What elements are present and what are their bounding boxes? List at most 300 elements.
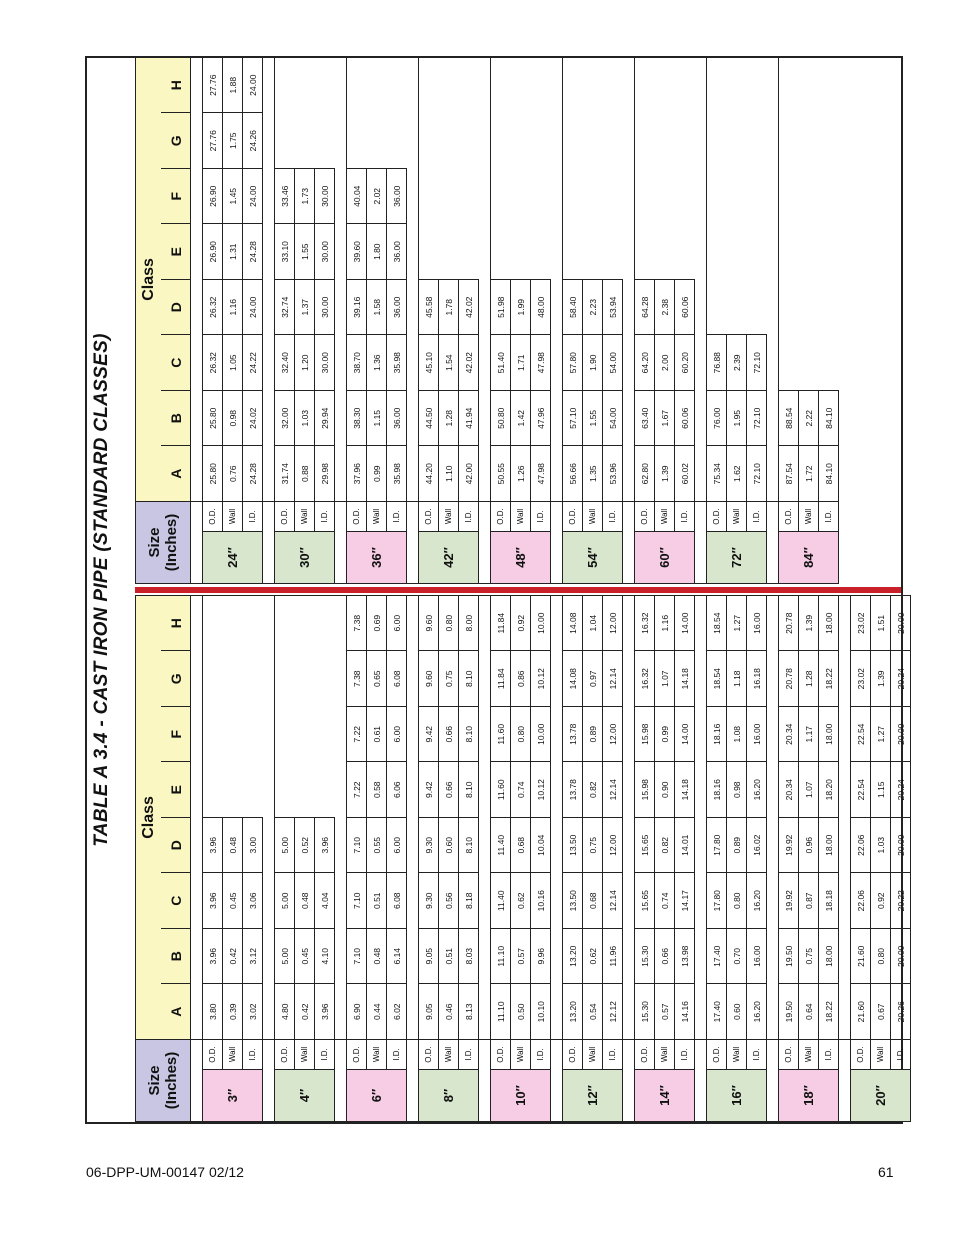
value-cell: 0.51 (367, 873, 387, 929)
group-spacer (407, 57, 419, 583)
row-label: I.D. (387, 501, 407, 531)
value-cell: 6.90 (347, 984, 367, 1040)
value-cell: 88.54 (779, 390, 799, 446)
class-letter-e: E (161, 762, 191, 818)
size-label: 20″ (851, 1070, 911, 1122)
value-cell: 20.34 (779, 706, 799, 762)
size-label: 42″ (419, 532, 479, 584)
class-letter-f: F (161, 168, 191, 224)
value-cell: 0.62 (583, 928, 603, 984)
size-label: 30″ (275, 532, 335, 584)
row-label: I.D. (531, 1039, 551, 1069)
value-cell: 7.38 (347, 595, 367, 651)
left-table-half (135, 596, 906, 1122)
value-cell: 9.05 (419, 984, 439, 1040)
table-row (387, 595, 407, 1121)
table-row (275, 595, 295, 1121)
value-cell: 1.42 (511, 390, 531, 446)
value-cell: 3.96 (203, 817, 223, 873)
value-cell: 18.20 (819, 762, 839, 818)
value-cell: 0.45 (223, 873, 243, 929)
value-cell: 12.12 (603, 984, 623, 1040)
value-cell: 17.80 (707, 817, 727, 873)
row-label: I.D. (675, 1039, 695, 1069)
value-cell: 0.80 (871, 928, 891, 984)
value-cell: 36.00 (387, 168, 407, 224)
value-cell: 47.98 (531, 335, 551, 391)
class-letter-b: B (161, 928, 191, 984)
value-cell: 1.55 (295, 224, 315, 280)
empty-cell (203, 595, 263, 817)
value-cell: 1.28 (439, 390, 459, 446)
group-spacer (551, 57, 563, 583)
row-label: O.D. (491, 501, 511, 531)
value-cell: 6.00 (387, 817, 407, 873)
value-cell: 1.27 (727, 595, 747, 651)
value-cell: 14.08 (563, 651, 583, 707)
class-letter-e: E (161, 224, 191, 280)
value-cell: 1.88 (223, 57, 243, 113)
value-cell: 0.99 (367, 446, 387, 502)
table-row (891, 595, 911, 1121)
table-row (727, 595, 747, 1121)
table-row (347, 595, 367, 1121)
value-cell: 9.42 (419, 762, 439, 818)
value-cell: 60.06 (675, 279, 695, 335)
value-cell: 18.00 (819, 706, 839, 762)
size-label: 14″ (635, 1070, 695, 1122)
value-cell: 53.94 (603, 279, 623, 335)
row-label: Wall (439, 501, 459, 531)
value-cell: 3.80 (203, 984, 223, 1040)
group-spacer (407, 595, 419, 1121)
size-label: 24″ (203, 532, 263, 584)
table-row (707, 595, 727, 1121)
value-cell: 72.10 (747, 446, 767, 502)
value-cell: 18.16 (707, 706, 727, 762)
value-cell: 2.38 (655, 279, 675, 335)
value-cell: 1.39 (871, 651, 891, 707)
value-cell: 24.02 (243, 390, 263, 446)
value-cell: 24.28 (243, 446, 263, 502)
value-cell: 6.14 (387, 928, 407, 984)
empty-cell (347, 57, 407, 168)
value-cell: 0.60 (727, 984, 747, 1040)
value-cell: 12.14 (603, 873, 623, 929)
value-cell: 18.00 (819, 595, 839, 651)
value-cell: 0.66 (439, 762, 459, 818)
value-cell: 0.51 (439, 928, 459, 984)
value-cell: 33.10 (275, 224, 295, 280)
value-cell: 44.20 (419, 446, 439, 502)
empty-cell (635, 57, 695, 279)
value-cell: 35.98 (387, 335, 407, 391)
value-cell: 14.01 (675, 817, 695, 873)
value-cell: 20.78 (779, 651, 799, 707)
value-cell: 8.10 (459, 706, 479, 762)
value-cell: 15.98 (635, 762, 655, 818)
value-cell: 15.30 (635, 984, 655, 1040)
value-cell: 42.00 (459, 446, 479, 502)
row-label: Wall (583, 501, 603, 531)
value-cell: 1.58 (367, 279, 387, 335)
value-cell: 7.10 (347, 873, 367, 929)
value-cell: 37.96 (347, 446, 367, 502)
value-cell: 0.75 (583, 817, 603, 873)
table-row (531, 595, 551, 1121)
table-row (779, 595, 799, 1121)
size-label: 36″ (347, 532, 407, 584)
value-cell: 0.76 (223, 446, 243, 502)
value-cell: 63.40 (635, 390, 655, 446)
value-cell: 26.90 (203, 224, 223, 280)
value-cell: 17.40 (707, 984, 727, 1040)
row-label: I.D. (603, 1039, 623, 1069)
center-divider (135, 585, 901, 595)
table-row (491, 57, 511, 583)
row-label: I.D. (819, 1039, 839, 1069)
table-row (851, 595, 871, 1121)
size-label: 6″ (347, 1070, 407, 1122)
row-label: Wall (439, 1039, 459, 1069)
value-cell: 54.00 (603, 390, 623, 446)
value-cell: 38.70 (347, 335, 367, 391)
value-cell: 45.10 (419, 335, 439, 391)
value-cell: 64.20 (635, 335, 655, 391)
value-cell: 8.18 (459, 873, 479, 929)
value-cell: 1.05 (223, 335, 243, 391)
value-cell: 0.88 (295, 446, 315, 502)
size-label: 4″ (275, 1070, 335, 1122)
value-cell: 7.10 (347, 817, 367, 873)
value-cell: 36.00 (387, 279, 407, 335)
value-cell: 0.54 (583, 984, 603, 1040)
empty-cell (275, 595, 335, 817)
value-cell: 20.24 (891, 762, 911, 818)
value-cell: 1.15 (367, 390, 387, 446)
row-label: Wall (871, 1039, 891, 1069)
value-cell: 11.96 (603, 928, 623, 984)
value-cell: 14.18 (675, 762, 695, 818)
value-cell: 36.00 (387, 224, 407, 280)
value-cell: 12.00 (603, 706, 623, 762)
value-cell: 60.02 (675, 446, 695, 502)
value-cell: 38.30 (347, 390, 367, 446)
value-cell: 1.78 (439, 279, 459, 335)
value-cell: 6.00 (387, 706, 407, 762)
row-label: Wall (295, 1039, 315, 1069)
table-row (459, 595, 479, 1121)
value-cell: 3.02 (243, 984, 263, 1040)
value-cell: 42.02 (459, 335, 479, 391)
value-cell: 1.04 (583, 595, 603, 651)
value-cell: 0.66 (439, 706, 459, 762)
group-spacer (767, 57, 779, 583)
value-cell: 4.10 (315, 928, 335, 984)
row-label: O.D. (635, 501, 655, 531)
row-label: I.D. (315, 501, 335, 531)
value-cell: 0.80 (727, 873, 747, 929)
value-cell: 24.26 (243, 113, 263, 169)
value-cell: 18.54 (707, 651, 727, 707)
class-letter-h: H (161, 57, 191, 113)
value-cell: 13.98 (675, 928, 695, 984)
size-label: 18″ (779, 1070, 839, 1122)
class-letter-h: H (161, 595, 191, 651)
value-cell: 45.58 (419, 279, 439, 335)
value-cell: 11.84 (491, 651, 511, 707)
value-cell: 2.23 (583, 279, 603, 335)
value-cell: 13.50 (563, 817, 583, 873)
table-row (223, 57, 243, 583)
value-cell: 2.00 (655, 335, 675, 391)
value-cell: 24.28 (243, 224, 263, 280)
value-cell: 5.00 (275, 928, 295, 984)
row-label: Wall (799, 1039, 819, 1069)
value-cell: 44.50 (419, 390, 439, 446)
value-cell: 18.16 (707, 762, 727, 818)
value-cell: 0.68 (511, 817, 531, 873)
row-label: Wall (511, 1039, 531, 1069)
value-cell: 24.00 (243, 279, 263, 335)
row-label: Wall (655, 1039, 675, 1069)
size-header-line2: (Inches) (163, 513, 180, 572)
row-label: Wall (655, 501, 675, 531)
value-cell: 1.51 (871, 595, 891, 651)
row-label: Wall (367, 1039, 387, 1069)
table-row (819, 595, 839, 1121)
value-cell: 9.96 (531, 928, 551, 984)
class-letter-c: C (161, 335, 191, 391)
value-cell: 48.00 (531, 279, 551, 335)
value-cell: 32.40 (275, 335, 295, 391)
value-cell: 87.54 (779, 446, 799, 502)
value-cell: 27.76 (203, 113, 223, 169)
value-cell: 7.38 (347, 651, 367, 707)
value-cell: 0.48 (295, 873, 315, 929)
value-cell: 1.55 (583, 390, 603, 446)
value-cell: 25.80 (203, 446, 223, 502)
group-spacer (623, 595, 635, 1121)
value-cell: 19.50 (779, 984, 799, 1040)
value-cell: 1.35 (583, 446, 603, 502)
value-cell: 5.00 (275, 817, 295, 873)
value-cell: 13.50 (563, 873, 583, 929)
row-label: Wall (367, 501, 387, 531)
value-cell: 0.92 (871, 873, 891, 929)
value-cell: 64.28 (635, 279, 655, 335)
value-cell: 1.71 (511, 335, 531, 391)
value-cell: 10.00 (531, 595, 551, 651)
value-cell: 7.22 (347, 762, 367, 818)
value-cell: 0.60 (439, 817, 459, 873)
value-cell: 16.20 (747, 873, 767, 929)
value-cell: 0.82 (655, 817, 675, 873)
value-cell: 0.86 (511, 651, 531, 707)
value-cell: 40.04 (347, 168, 367, 224)
table-frame (85, 56, 906, 1124)
table-row (439, 595, 459, 1121)
row-label: Wall (727, 501, 747, 531)
value-cell: 26.32 (203, 335, 223, 391)
empty-cell (707, 57, 767, 335)
value-cell: 19.92 (779, 873, 799, 929)
group-spacer (551, 595, 563, 1121)
value-cell: 0.64 (799, 984, 819, 1040)
left-pipe-table (135, 595, 911, 1122)
value-cell: 0.55 (367, 817, 387, 873)
value-cell: 17.80 (707, 873, 727, 929)
table-title: TABLE A 3.4 - CAST IRON PIPE (STANDARD CLASSES) (91, 333, 112, 847)
value-cell: 3.96 (315, 817, 335, 873)
value-cell: 30.00 (315, 168, 335, 224)
value-cell: 7.22 (347, 706, 367, 762)
value-cell: 13.78 (563, 706, 583, 762)
value-cell: 30.00 (315, 224, 335, 280)
value-cell: 0.74 (511, 762, 531, 818)
value-cell: 32.74 (275, 279, 295, 335)
value-cell: 57.80 (563, 335, 583, 391)
value-cell: 13.20 (563, 984, 583, 1040)
row-label: O.D. (275, 501, 295, 531)
value-cell: 1.20 (295, 335, 315, 391)
class-letter-f: F (161, 706, 191, 762)
value-cell: 0.69 (367, 595, 387, 651)
value-cell: 15.65 (635, 873, 655, 929)
value-cell: 0.92 (511, 595, 531, 651)
value-cell: 1.17 (799, 706, 819, 762)
class-letter-d: D (161, 279, 191, 335)
value-cell: 1.03 (871, 817, 891, 873)
value-cell: 0.46 (439, 984, 459, 1040)
value-cell: 0.90 (655, 762, 675, 818)
value-cell: 54.00 (603, 335, 623, 391)
value-cell: 16.00 (747, 595, 767, 651)
value-cell: 20.22 (891, 873, 911, 929)
size-label: 48″ (491, 532, 551, 584)
class-letter-d: D (161, 817, 191, 873)
value-cell: 11.40 (491, 817, 511, 873)
value-cell: 12.00 (603, 817, 623, 873)
class-header: Class (136, 595, 162, 1039)
class-header: Class (136, 57, 162, 501)
value-cell: 24.00 (243, 168, 263, 224)
value-cell: 35.98 (387, 446, 407, 502)
value-cell: 1.36 (367, 335, 387, 391)
group-spacer (695, 57, 707, 583)
value-cell: 23.02 (851, 595, 871, 651)
class-letter-a: A (161, 446, 191, 502)
value-cell: 50.80 (491, 390, 511, 446)
row-label: O.D. (419, 1039, 439, 1069)
group-spacer (335, 595, 347, 1121)
row-label: O.D. (419, 501, 439, 531)
value-cell: 16.32 (635, 595, 655, 651)
value-cell: 51.40 (491, 335, 511, 391)
value-cell: 6.08 (387, 873, 407, 929)
table-row (655, 595, 675, 1121)
group-spacer (695, 595, 707, 1121)
value-cell: 0.98 (223, 390, 243, 446)
empty-cell (419, 57, 479, 279)
table-row (635, 57, 655, 583)
value-cell: 25.80 (203, 390, 223, 446)
value-cell: 57.10 (563, 390, 583, 446)
size-label: 12″ (563, 1070, 623, 1122)
value-cell: 32.00 (275, 390, 295, 446)
size-label: 84″ (779, 532, 839, 584)
value-cell: 0.99 (655, 706, 675, 762)
size-label: 72″ (707, 532, 767, 584)
value-cell: 8.10 (459, 762, 479, 818)
empty-cell (779, 57, 839, 390)
value-cell: 0.42 (295, 984, 315, 1040)
row-label: O.D. (779, 1039, 799, 1069)
value-cell: 27.76 (203, 57, 223, 113)
table-row (275, 57, 295, 583)
row-label: I.D. (531, 501, 551, 531)
value-cell: 0.98 (727, 762, 747, 818)
value-cell: 0.57 (655, 984, 675, 1040)
right-table-half (135, 58, 901, 584)
size-label: 8″ (419, 1070, 479, 1122)
value-cell: 15.98 (635, 706, 655, 762)
value-cell: 11.60 (491, 706, 511, 762)
value-cell: 39.60 (347, 224, 367, 280)
value-cell: 1.26 (511, 446, 531, 502)
size-header-line1: Size (146, 1065, 163, 1096)
class-letter-b: B (161, 390, 191, 446)
value-cell: 1.08 (727, 706, 747, 762)
value-cell: 3.96 (203, 928, 223, 984)
value-cell: 0.45 (295, 928, 315, 984)
value-cell: 36.00 (387, 390, 407, 446)
value-cell: 47.96 (531, 390, 551, 446)
row-label: I.D. (819, 501, 839, 531)
row-label: O.D. (203, 501, 223, 531)
value-cell: 10.12 (531, 762, 551, 818)
value-cell: 0.82 (583, 762, 603, 818)
value-cell: 39.16 (347, 279, 367, 335)
value-cell: 1.03 (295, 390, 315, 446)
row-label: O.D. (347, 1039, 367, 1069)
row-label: O.D. (707, 1039, 727, 1069)
value-cell: 6.02 (387, 984, 407, 1040)
value-cell: 1.54 (439, 335, 459, 391)
value-cell: 24.00 (243, 57, 263, 113)
value-cell: 16.20 (747, 762, 767, 818)
row-label: Wall (799, 501, 819, 531)
group-spacer (335, 57, 347, 583)
value-cell: 20.00 (891, 928, 911, 984)
row-label: O.D. (563, 501, 583, 531)
value-cell: 0.68 (583, 873, 603, 929)
row-label: Wall (295, 501, 315, 531)
size-label: 54″ (563, 532, 623, 584)
value-cell: 14.00 (675, 595, 695, 651)
value-cell: 47.98 (531, 446, 551, 502)
value-cell: 8.10 (459, 817, 479, 873)
value-cell: 14.08 (563, 595, 583, 651)
value-cell: 1.95 (727, 390, 747, 446)
value-cell: 1.07 (799, 762, 819, 818)
value-cell: 84.10 (819, 446, 839, 502)
value-cell: 0.66 (655, 928, 675, 984)
value-cell: 21.60 (851, 984, 871, 1040)
value-cell: 0.57 (511, 928, 531, 984)
group-spacer (839, 595, 851, 1121)
value-cell: 17.40 (707, 928, 727, 984)
